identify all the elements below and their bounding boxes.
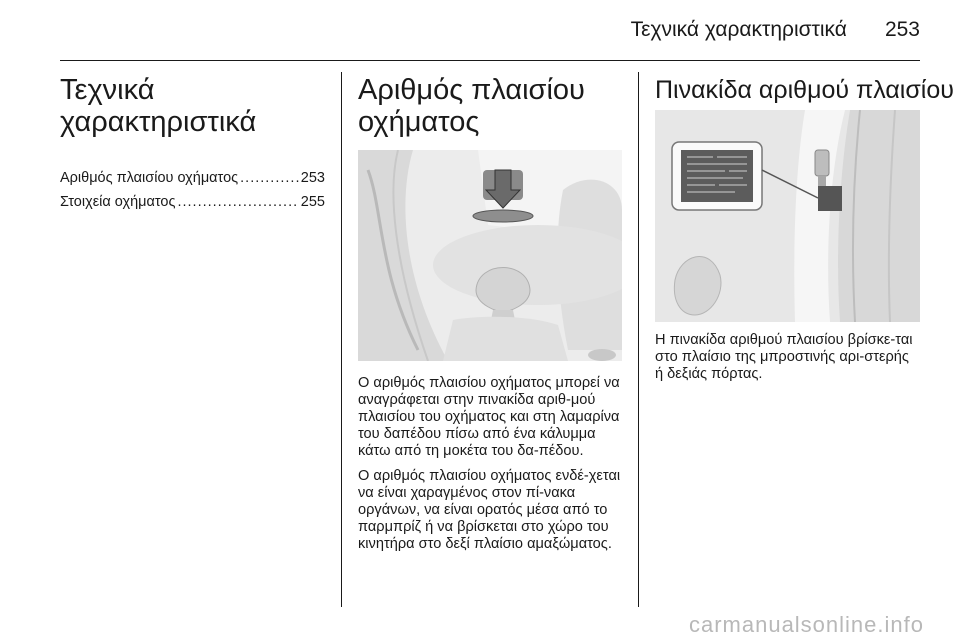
vin-plate-body-text xyxy=(655,332,920,391)
column-divider-1 xyxy=(341,72,342,607)
section-title-line1: Αριθμός πλαισίου xyxy=(358,74,585,106)
toc-entry-vin[interactable] xyxy=(60,166,325,190)
section-title-line2: οχήματος xyxy=(358,106,480,138)
vin-body-text xyxy=(358,375,622,561)
vin-section-column xyxy=(358,74,622,138)
section-title-vin-plate: Πινακίδα αριθμού πλαισίου xyxy=(655,76,954,104)
page-number: 253 xyxy=(884,18,920,41)
toc-entry-label: Στοιχεία οχήματος xyxy=(60,194,176,210)
table-of-contents xyxy=(60,166,325,214)
chapter-title-line1: Τεχνικά xyxy=(60,74,155,106)
floor-vin-illustration xyxy=(358,150,622,361)
toc-entry-page: 253 xyxy=(300,170,325,186)
toc-leader-dots xyxy=(240,166,299,190)
vin-paragraph-2: Ο αριθμός πλαισίου οχήματος ενδέ-χεται να είναι χαραγμένος στον πί-νακα οργάνων, να είναι ορατός μέσα από το παρμπρίζ ή να βρίσκεται στο χώρο του κινητήρα στο δεξί πλαίσιο αμαξώματος. xyxy=(358,468,621,552)
door-pillar-plate-illustration xyxy=(655,110,920,322)
watermark: carmanualsonline.info xyxy=(688,612,924,637)
chapter-title-line2: χαρακτηριστικά xyxy=(60,106,257,138)
chapter-title xyxy=(60,74,325,138)
toc-entry-page: 255 xyxy=(300,194,325,210)
column-divider-2 xyxy=(638,72,639,607)
chapter-column xyxy=(60,74,325,214)
toc-leader-dots xyxy=(177,190,298,214)
vin-paragraph-1: Ο αριθμός πλαισίου οχήματος μπορεί να αναγράφεται στην πινακίδα αριθ-μού πλαισίου του οχήματος και στη λαμαρίνα του δαπέδου πίσω από ένα κάλυμμα κάτω από τη μοκέτα του δα-πέδου. xyxy=(358,375,620,459)
header-rule xyxy=(60,60,920,61)
section-title-vin xyxy=(358,74,622,138)
running-header xyxy=(60,18,920,48)
toc-entry-label: Αριθμός πλαισίου οχήματος xyxy=(60,170,239,186)
running-header-title: Τεχνικά χαρακτηριστικά xyxy=(630,18,847,41)
toc-entry-vehicle-data[interactable] xyxy=(60,190,325,214)
vin-plate-column xyxy=(655,74,954,106)
vin-plate-paragraph-1: Η πινακίδα αριθμού πλαισίου βρίσκε-ται στο πλαίσιο της μπροστινής αρι-στερής ή δεξιάς πόρτας. xyxy=(655,332,913,382)
